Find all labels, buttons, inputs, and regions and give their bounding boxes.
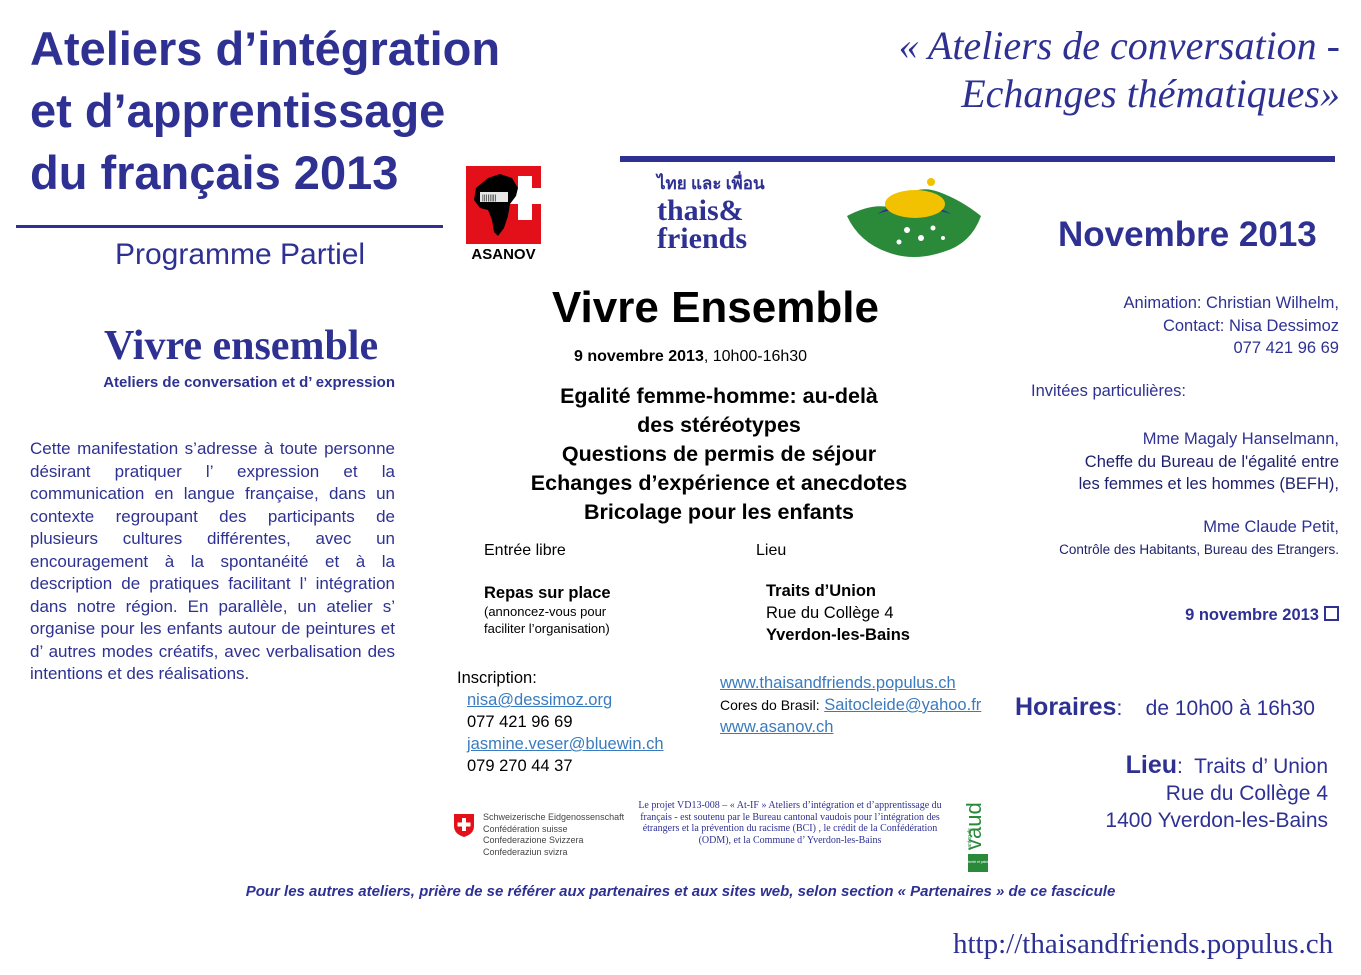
vaud-motto-text: liberté et patrie <box>966 860 990 864</box>
lieu-label: Lieu <box>756 542 787 559</box>
conversation-title-line2: Echanges thématiques» <box>961 71 1340 116</box>
left-divider <box>16 225 443 228</box>
contact-line: Contact: Nisa Dessimoz <box>1162 316 1339 335</box>
svg-text:||||||||: |||||||| <box>482 195 497 202</box>
inscription-block <box>457 667 664 777</box>
main-title-line1: Ateliers d’intégration <box>30 22 501 75</box>
swiss-line: Schweizerische Eidgenossenschaft <box>483 812 625 822</box>
projet-line: (ODM), et la Commune d’ Yverdon-les-Bains <box>698 834 882 846</box>
horaires-label: Horaires <box>1015 693 1117 721</box>
animation-contact <box>980 292 1339 360</box>
guest2-role: Contrôle des Habitants, Bureau des Etrangers. <box>1059 541 1339 557</box>
footer-url[interactable]: http://thaisandfriends.populus.ch <box>953 928 1334 960</box>
repas-note-line2: faciliter l’organisation) <box>484 621 610 636</box>
horaires-value: de 10h00 à 16h30 <box>1145 697 1315 720</box>
month-heading: Novembre 2013 <box>1058 215 1317 254</box>
center-venue <box>766 580 910 646</box>
asanov-link[interactable]: www.asanov.ch <box>720 718 834 736</box>
asanov-label: ASANOV <box>471 246 536 263</box>
projet-line: étrangers et la prévention du racisme (BCI) , le crédit de la Confédération <box>642 823 938 835</box>
center-date-day: 9 novembre 2013 <box>574 348 704 365</box>
main-title-line3: du français 2013 <box>30 146 399 199</box>
contact-phone: 077 421 96 69 <box>1233 339 1339 357</box>
venue-street: Rue du Collège 4 <box>766 604 894 622</box>
email-link-nisa[interactable]: nisa@dessimoz.org <box>467 691 613 709</box>
right-venue-street: Rue du Collège 4 <box>1165 782 1328 805</box>
checkbox-square-icon <box>1324 606 1339 621</box>
repas-note-line1: (annoncez-vous pour <box>484 604 607 619</box>
right-divider <box>620 156 1335 162</box>
thais-text-line2: friends <box>657 222 747 255</box>
cores-do-brasil-logo <box>843 172 985 260</box>
guest2-name: Mme Claude Petit, <box>1203 518 1339 536</box>
swiss-line: Confederaziun svizra <box>483 846 568 857</box>
programme-subtitle: Programme Partiel <box>115 238 366 271</box>
asanov-logo <box>466 166 541 268</box>
right-venue: Lieu: Traits d’ Union Rue du Collège 4 1400 Yverdon-les-Bains <box>980 752 1328 834</box>
venue-name: Traits d’Union <box>766 582 877 600</box>
guest1-role-line1: Cheffe du Bureau de l'égalité entre <box>1084 452 1339 471</box>
thais-thai-text: ไทย และ เพื่อน <box>657 174 765 193</box>
center-date-time: , 10h00-16h30 <box>703 348 808 365</box>
vivre-ensemble-subtitle: Ateliers de conversation et d’ expression <box>103 374 395 391</box>
right-date-text: 9 novembre 2013 <box>1185 606 1319 624</box>
right-date <box>980 606 1339 625</box>
projet-line: Le projet VD13-008 – « At-IF » Ateliers d’intégration et d’apprentissage du <box>638 800 942 811</box>
animation-line: Animation: Christian Wilhelm, <box>1123 294 1339 312</box>
center-date <box>574 348 807 366</box>
guest1-role-line2: les femmes et les hommes (BEFH), <box>1078 475 1339 493</box>
thais-friends-logo <box>657 170 765 256</box>
footer-note: Pour les autres ateliers, prière de se référer aux partenaires et aux sites web, selon section « Partenaires » de ce fascicule <box>245 883 1116 900</box>
swiss-line: Confédération suisse <box>483 823 568 834</box>
thais-text-line1: thais& <box>657 194 744 227</box>
project-funding-note <box>618 800 962 846</box>
vaud-logo <box>966 796 990 874</box>
thaisandfriends-link[interactable]: www.thaisandfriends.populus.ch <box>720 674 956 692</box>
entree-libre: Entrée libre <box>484 542 566 559</box>
partner-links <box>720 672 981 738</box>
right-venue-city: 1400 Yverdon-les-Bains <box>1105 809 1328 832</box>
projet-line: français - est soutenu par le Bureau cantonal vaudois pour l’intégration des <box>640 811 940 823</box>
center-title: Vivre Ensemble <box>552 283 879 332</box>
conversation-title <box>820 22 1340 118</box>
venue-city: Yverdon-les-Bains <box>766 626 910 644</box>
right-lieu-label: Lieu <box>1125 751 1178 779</box>
inscription-label: Inscription: <box>457 669 537 687</box>
swiss-cross-icon <box>452 812 476 838</box>
right-venue-name: Traits d’ Union <box>1194 755 1328 778</box>
topic-item: Questions de permis de séjour <box>561 442 877 466</box>
topic-item: des stéréotypes <box>637 413 801 437</box>
topic-item: Bricolage pour les enfants <box>583 500 854 524</box>
main-title <box>30 18 500 204</box>
swiss-confederation-logo <box>452 812 625 857</box>
repas-title: Repas sur place <box>484 584 611 602</box>
topic-item: Egalité femme-homme: au-delà <box>560 384 878 408</box>
invitees-label: Invitées particulières: <box>1031 382 1186 400</box>
cores-label: Cores do Brasil: <box>720 697 820 713</box>
vaud-text: vaud <box>966 802 986 850</box>
cores-email-link[interactable]: Saitocleide@yahoo.fr <box>824 696 982 714</box>
conversation-title-line1: « Ateliers de conversation - <box>898 23 1340 68</box>
guest-magaly <box>980 428 1339 496</box>
vaud-canton-text: canton de <box>967 828 973 850</box>
guest-claude <box>980 516 1339 561</box>
vivre-ensemble-title: Vivre ensemble <box>104 323 379 369</box>
guest1-name: Mme Magaly Hanselmann, <box>1142 430 1339 448</box>
repas-block <box>484 584 611 637</box>
phone-jasmine: 079 270 44 37 <box>467 757 573 775</box>
topic-item: Echanges d’expérience et anecdotes <box>530 471 908 495</box>
topics-list <box>500 382 938 527</box>
email-link-jasmine[interactable]: jasmine.veser@bluewin.ch <box>467 735 664 753</box>
main-title-line2: et d’apprentissage <box>30 84 446 137</box>
event-description: Cette manifestation s’adresse à toute personne désirant pratiquer l’ expression et la communication en langue française, dans un contexte regroupant des participants de plusieurs cultures différentes, avec un encouragement à la spontanéité et à la description de pratiques facilitant l’ intégration dans notre région. En parallèle, un atelier s’ organise pour les enfants autour de peintures et d’ autres modes créatifs, avec verbalisation des intentions et des réalisations. <box>30 439 395 683</box>
phone-nisa: 077 421 96 69 <box>467 713 573 731</box>
swiss-line: Confederazione Svizzera <box>483 835 584 845</box>
horaires: Horaires: de 10h00 à 16h30 <box>1015 693 1315 721</box>
